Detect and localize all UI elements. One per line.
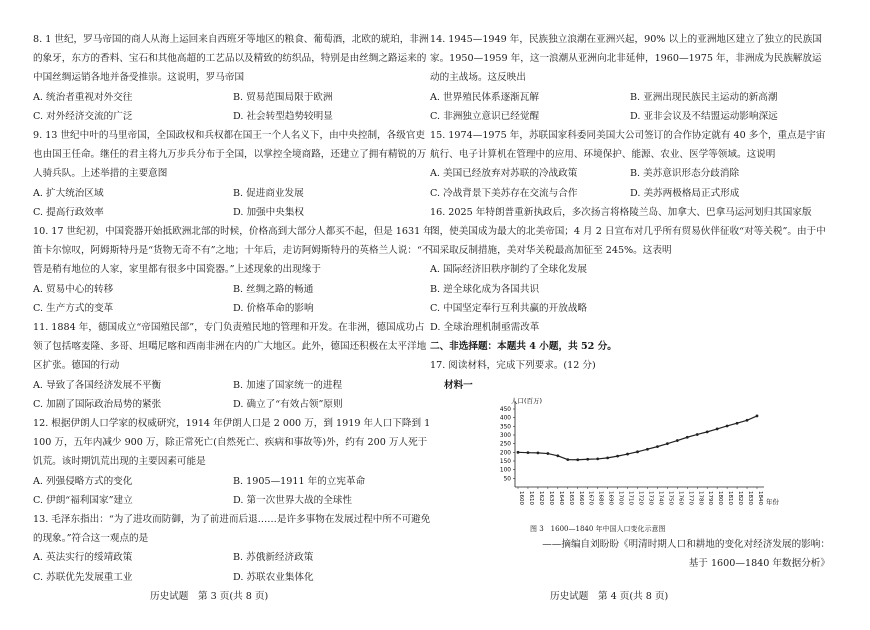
x-axis-label: 年份 <box>766 497 779 506</box>
answer-option: A. 扩大统治区域 <box>33 187 104 199</box>
question-block <box>430 30 830 126</box>
answer-option: A. 国际经济旧秩序制约了全球化发展 <box>430 264 587 276</box>
x-tick-label: 1780 <box>697 490 704 505</box>
population-point <box>756 414 759 417</box>
answer-option: B. 促进商业发展 <box>233 187 304 199</box>
source-line-2: 基于 1600—1840 年数据分析》 <box>688 557 830 569</box>
population-chart <box>430 395 830 523</box>
answer-option: A. 贸易中心的转移 <box>33 283 114 295</box>
x-tick-label: 1620 <box>537 490 544 505</box>
population-point <box>606 456 609 459</box>
population-point <box>626 453 629 456</box>
x-tick-label: 1720 <box>637 490 644 505</box>
answer-option: C. 冷战背景下美苏存在交流与合作 <box>430 187 578 199</box>
question-stem: 16. 2025 年特朗普重新执政后，多次扬言将格陵兰岛、加拿大、巴拿马运河划归其国家版图，使美国成为最大的北美帝国；4 月 2 日宣布对几乎所有贸易伙伴征收“对等关税”。由于中国采取反制措施，美对华关税最高加征至 245%。这表明 <box>430 206 826 257</box>
population-point <box>566 458 569 461</box>
option-list <box>430 88 830 126</box>
population-point <box>656 445 659 448</box>
population-point <box>666 442 669 445</box>
question-17-stem: 17. 阅读材料，完成下列要求。(12 分) <box>430 360 596 372</box>
answer-option: D. 加强中央集权 <box>233 206 305 218</box>
question-block <box>33 414 433 510</box>
population-point <box>576 458 579 461</box>
option-list <box>33 184 433 222</box>
population-point <box>586 458 589 461</box>
x-tick-label: 1810 <box>727 490 734 505</box>
question-stem: 12. 根据伊朗人口学家的权威研究，1914 年伊朗人口是 2 000 万，到 1919 年人口下降到 1 100 万，五年内减少 900 万，除正常死亡(自然死亡、疾病和事故等)外，约有 200 万人死于饥荒。该时期饥荒出现的主要因素可能是 <box>33 418 431 468</box>
answer-option: C. 伊朗“福利国家”建立 <box>33 494 133 506</box>
population-point <box>686 436 689 439</box>
answer-option: A. 英法实行的绥靖政策 <box>33 552 133 564</box>
option-list <box>33 376 433 414</box>
page-3-footer: 历史试题 第 3 页(共 8 页) <box>150 591 269 602</box>
answer-option: C. 非洲独立意识已经觉醒 <box>430 110 540 122</box>
x-tick-label: 1640 <box>557 490 564 505</box>
x-tick-label: 1730 <box>647 490 654 505</box>
answer-option: D. 美苏两极格局正式形成 <box>630 187 740 199</box>
question-stem: 15. 1974—1975 年，苏联国家科委同美国大公司签订的合作协定就有 40 多个，重点是宇宙航行、电子计算机在管理中的应用、环境保护、能源、农业、医学等领域。这说明 <box>430 130 826 161</box>
question-stem: 14. 1945—1949 年，民族独立浪潮在亚洲兴起，90% 以上的亚洲地区建立了独立的民族国家。1950—1959 年，这一浪潮从亚洲向北非延伸，1960—1975 年，非洲成为民族解放运动的主战场。这反映出 <box>430 34 822 84</box>
option-list <box>33 548 433 586</box>
population-point <box>546 452 549 455</box>
answer-option: A. 统治者重视对外交往 <box>33 91 133 103</box>
x-tick-label: 1770 <box>687 490 694 505</box>
population-point <box>746 419 749 422</box>
answer-option: A. 列强侵略方式的变化 <box>33 475 133 487</box>
answer-option: A. 世界殖民体系逐渐瓦解 <box>430 91 539 103</box>
x-tick-label: 1600 <box>518 490 524 505</box>
question-block <box>430 203 830 337</box>
y-tick-label: 300 <box>499 432 511 439</box>
x-tick-label: 1610 <box>527 490 534 505</box>
answer-option: D. 价格革命的影响 <box>233 302 314 314</box>
option-list <box>430 164 830 202</box>
y-tick-label: 150 <box>499 458 511 465</box>
answer-option: B. 贸易范围局限于欧洲 <box>233 91 333 103</box>
x-tick-label: 1630 <box>547 490 554 505</box>
question-block <box>33 126 433 222</box>
population-point <box>736 422 739 425</box>
question-block <box>33 510 433 587</box>
page-4-column <box>430 30 830 573</box>
answer-option: B. 美苏意识形态分歧消除 <box>630 168 740 180</box>
y-tick-label: 200 <box>499 450 511 457</box>
x-tick-label: 1830 <box>747 490 754 505</box>
source-line-1: ——摘编自刘盼盼《明清时期人口和耕地的变化对经济发展的影响： <box>542 538 830 550</box>
answer-option: C. 生产方式的变革 <box>33 302 114 314</box>
right-question-list <box>430 30 830 337</box>
question-stem: 10. 17 世纪初，中国瓷器开始抵欧洲北部的时候，价格高到大部分人都买不起，但是 1631 年笛卡尔惊叹，阿姆斯特丹是“货物无奇不有”之地；十年后，走访阿姆斯特丹的英格兰人说：“不管是稍有地位的人家，家里都有很多中国瓷器。”上述现象的出现缘于 <box>33 226 433 276</box>
population-point <box>716 427 719 430</box>
x-tick-label: 1750 <box>667 490 674 505</box>
answer-option: C. 中国坚定奉行互利共赢的开放战略 <box>430 302 588 314</box>
answer-option: B. 亚洲出现民族民主运动的新高潮 <box>630 91 778 103</box>
population-point <box>636 450 639 453</box>
y-tick-label: 50 <box>503 476 511 483</box>
y-tick-label: 250 <box>499 441 511 448</box>
population-chart-svg <box>470 395 779 523</box>
answer-option: D. 第一次世界大战的全球性 <box>233 494 352 506</box>
population-point <box>596 457 599 460</box>
answer-option: C. 对外经济交流的广泛 <box>33 110 133 122</box>
x-tick-label: 1680 <box>597 490 604 505</box>
population-point <box>726 424 729 427</box>
x-tick-label: 1700 <box>617 490 624 505</box>
answer-option: C. 提高行政效率 <box>33 206 104 218</box>
y-tick-label: 450 <box>499 406 511 413</box>
section-title: 二、非选择题：本题共 4 小题，共 52 分。 <box>430 341 617 353</box>
material-label: 材料一 <box>444 379 473 391</box>
y-tick-label: 350 <box>499 424 511 431</box>
question-block <box>33 222 433 318</box>
question-stem: 11. 1884 年，德国成立“帝国殖民部”，专门负责殖民地的管理和开发。在非洲，德国成功占领了包括喀麦隆、多哥、坦噶尼喀和西南非洲在内的广大地区。此外，德国还积极在太平洋地区扩张。德国的行动 <box>33 322 427 372</box>
question-block <box>430 126 830 203</box>
answer-option: D. 社会转型趋势较明显 <box>233 110 333 122</box>
x-tick-label: 1840 <box>757 490 763 505</box>
page-3-column <box>33 30 433 587</box>
left-question-list <box>33 30 433 587</box>
y-tick-label: 400 <box>499 415 511 422</box>
option-list <box>33 280 433 318</box>
question-stem: 13. 毛泽东指出：“为了进攻而防御，为了前进而后退……是许多事物在发展过程中所不可避免的现象。”符合这一观点的是 <box>33 514 431 545</box>
population-point <box>517 451 520 454</box>
population-point <box>676 439 679 442</box>
x-tick-label: 1650 <box>567 490 574 505</box>
option-list <box>33 472 433 510</box>
x-tick-label: 1670 <box>587 490 594 505</box>
x-tick-label: 1820 <box>737 490 744 505</box>
x-tick-label: 1760 <box>677 490 684 505</box>
x-tick-label: 1710 <box>627 490 634 505</box>
x-tick-label: 1740 <box>657 490 664 505</box>
question-block <box>33 30 433 126</box>
answer-option: D. 全球治理机制亟需改革 <box>430 322 540 334</box>
question-block <box>33 318 433 414</box>
option-list <box>430 260 830 337</box>
answer-option: C. 加剧了国际政治局势的紧张 <box>33 398 162 410</box>
population-point <box>616 455 619 458</box>
answer-option: A. 导致了各国经济发展不平衡 <box>33 379 162 391</box>
y-axis-label: 人口(百万) <box>511 396 543 405</box>
answer-option: A. 美国已经放弃对苏联的冷战政策 <box>430 168 578 180</box>
answer-option: B. 苏俄新经济政策 <box>233 552 314 564</box>
answer-option: D. 确立了“有效占领”原则 <box>233 398 343 410</box>
population-point <box>706 430 709 433</box>
population-point <box>556 454 559 457</box>
answer-option: C. 苏联优先发展重工业 <box>33 571 133 583</box>
answer-option: B. 丝绸之路的畅通 <box>233 283 314 295</box>
x-tick-label: 1690 <box>607 490 614 505</box>
x-tick-label: 1660 <box>577 490 584 505</box>
population-point <box>527 451 530 454</box>
population-point <box>537 451 540 454</box>
y-tick-label: 100 <box>499 467 511 474</box>
answer-option: D. 亚非会议及不结盟运动影响深远 <box>630 110 778 122</box>
figure-caption: 图 3 1600—1840 年中国人口变化示意图 <box>530 524 666 533</box>
question-stem: 8. 1 世纪，罗马帝国的商人从海上运回来自西班牙等地区的粮食、葡萄酒，北欧的琥珀，非洲的象牙，东方的香料、宝石和其他高超的工艺品以及精致的纺织品，特别是由丝绸之路运来的中国丝绸运销各地并备受推崇。这说明，罗马帝国 <box>33 34 429 84</box>
answer-option: B. 加速了国家统一的进程 <box>233 379 343 391</box>
answer-option: B. 1905—1911 年的立宪革命 <box>233 475 366 487</box>
page-4-footer: 历史试题 第 4 页(共 8 页) <box>550 591 669 602</box>
x-tick-label: 1800 <box>717 490 724 505</box>
population-point <box>696 433 699 436</box>
answer-option: B. 逆全球化成为各国共识 <box>430 283 540 295</box>
question-stem: 9. 13 世纪中叶的马里帝国，全国政权和兵权都在国王一个人名义下，由中央控制，各级官吏也由国王任命。继任的君主将九万步兵分布于全国，以掌控全境商路，还建立了拥有精锐的万人骑兵队。上述举措的主要意图 <box>33 130 427 180</box>
population-point <box>646 448 649 451</box>
answer-option: D. 苏联农业集体化 <box>233 571 314 583</box>
option-list <box>33 88 433 126</box>
x-tick-label: 1790 <box>707 490 714 505</box>
